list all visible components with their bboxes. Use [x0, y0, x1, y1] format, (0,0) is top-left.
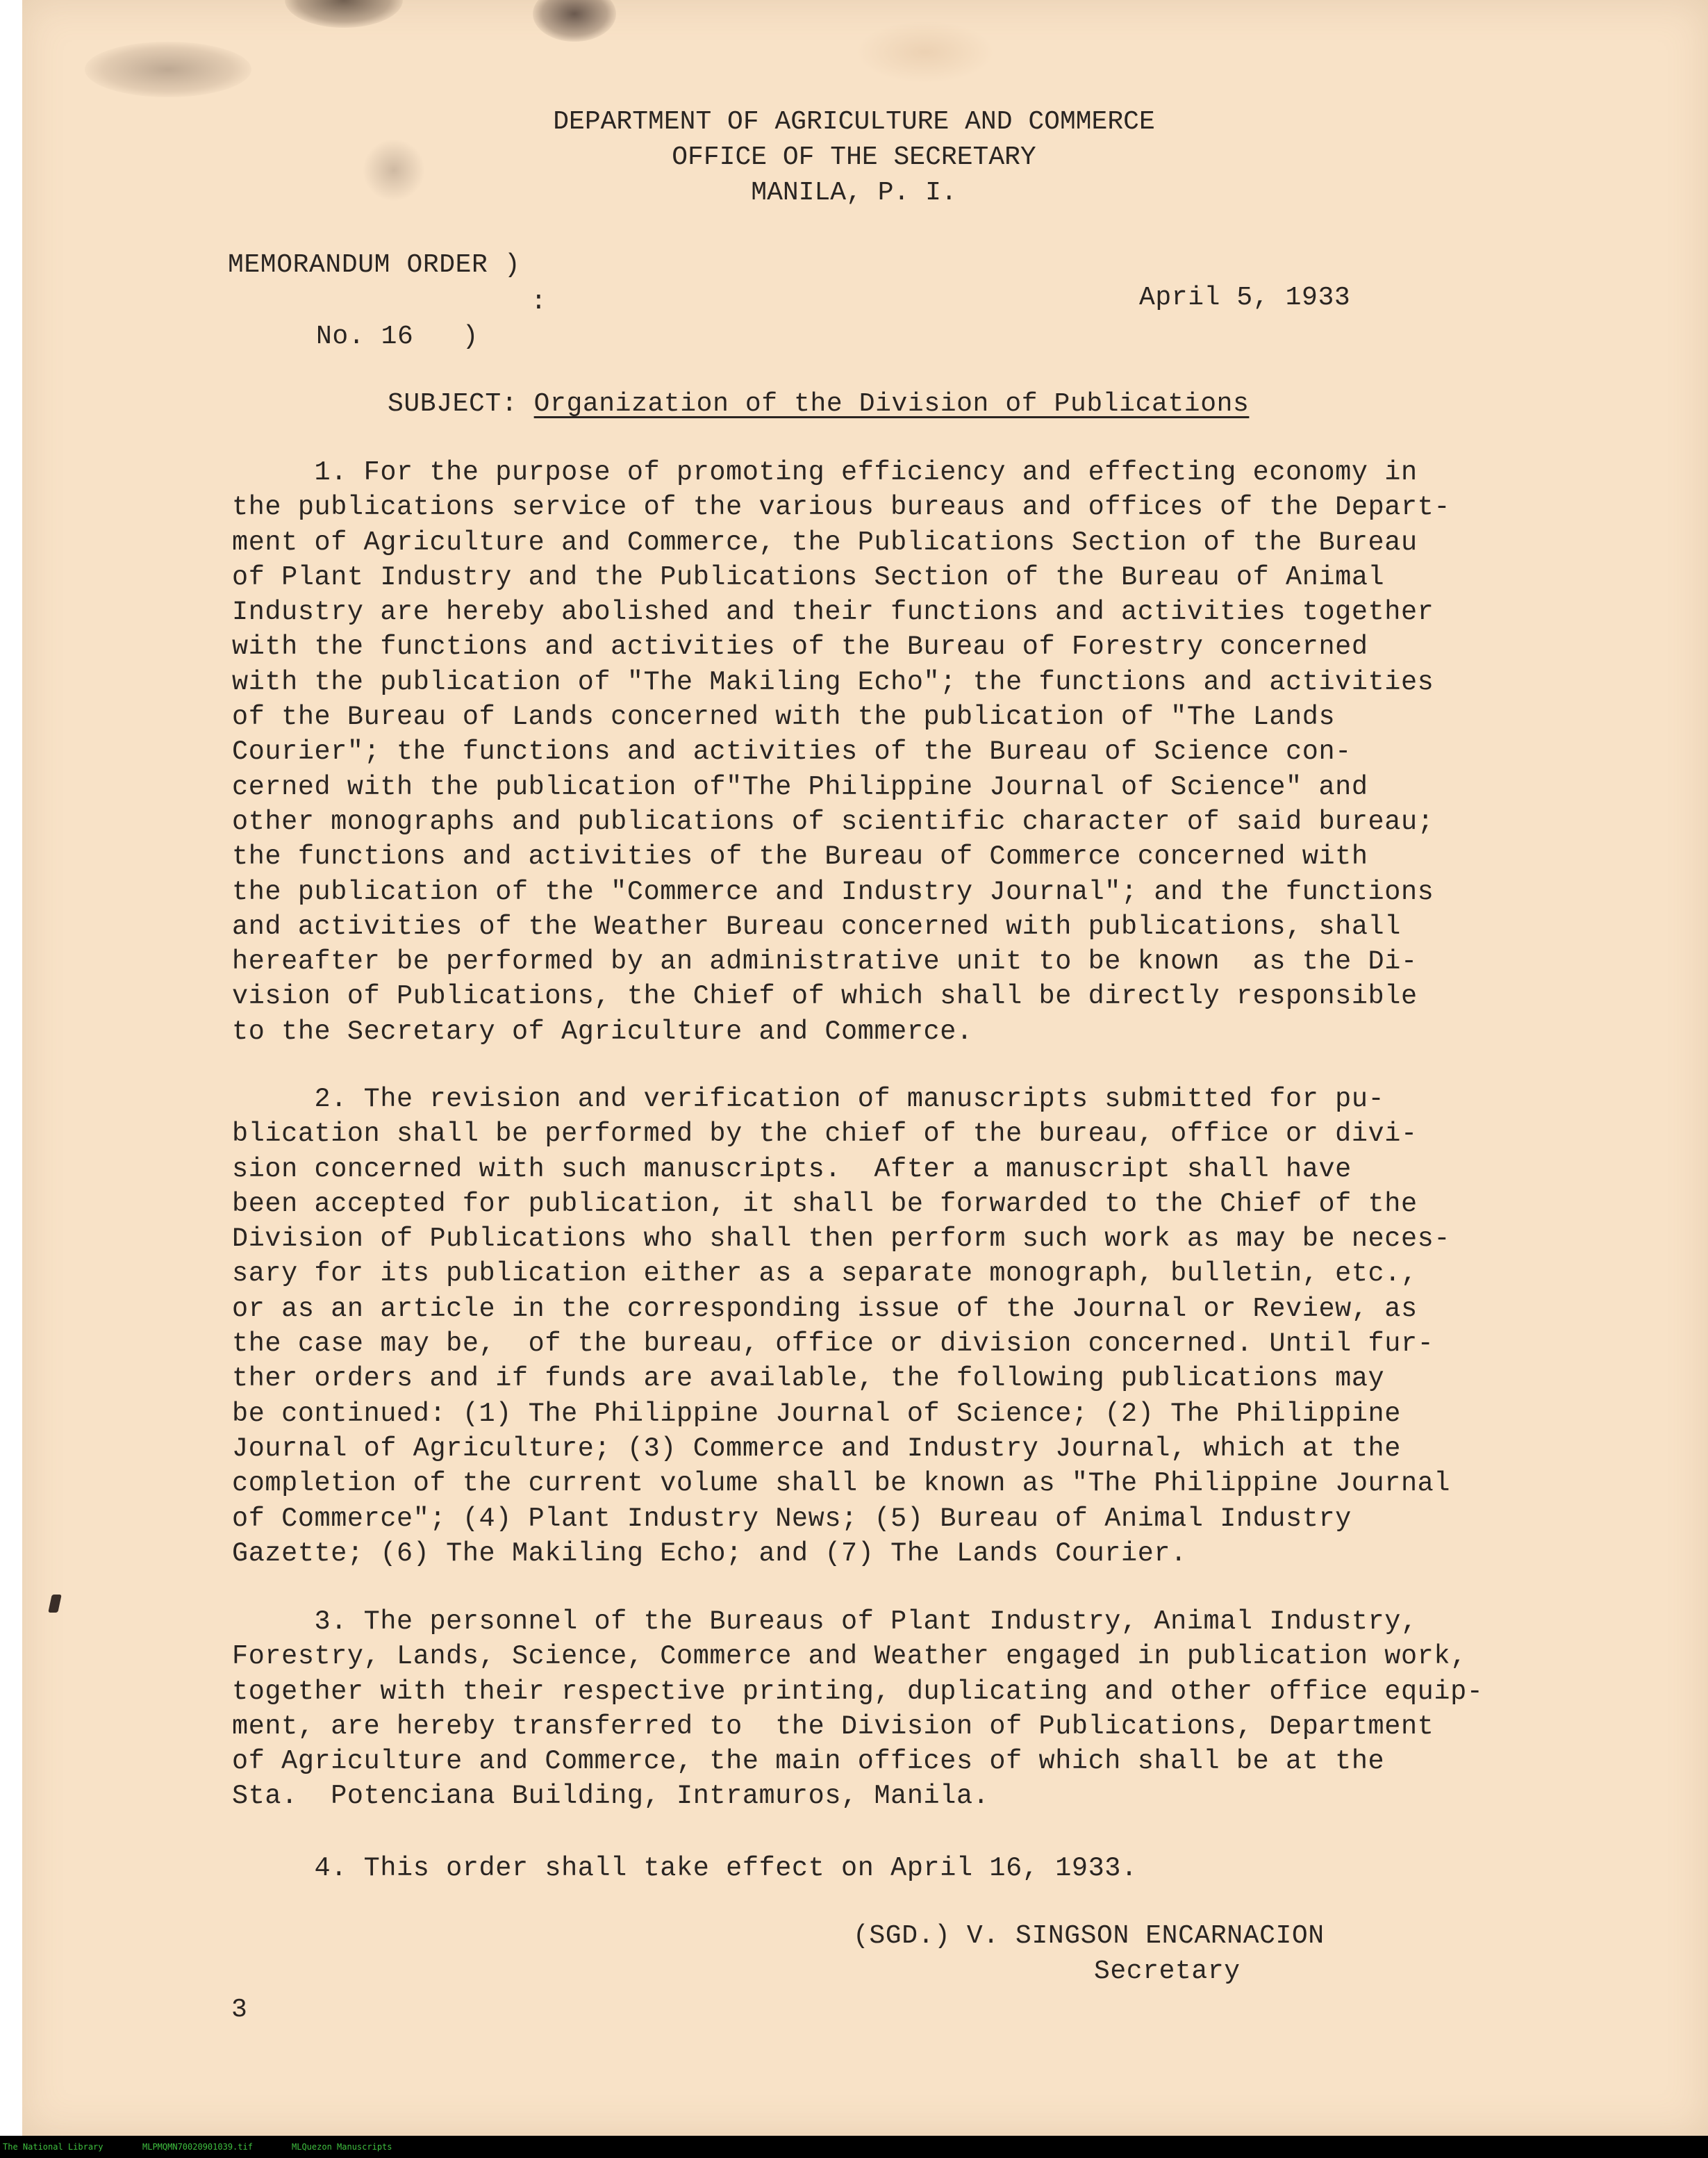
paragraph-4: 4. This order shall take effect on April 16, 1933.	[232, 1853, 1138, 1884]
footer-filename: MLPMQMN70020901039.tif	[142, 2142, 253, 2152]
smudge	[856, 21, 995, 83]
smudge	[85, 42, 251, 97]
subject-title: Organization of the Division of Publications	[533, 389, 1250, 419]
memo-colon: :	[531, 287, 547, 317]
signature-title: Secretary	[1094, 1957, 1241, 1986]
subject-label: SUBJECT:	[388, 389, 518, 419]
paragraph-2: 2. The revision and verification of manuscripts submitted for pu- blication shall be performed by the chief of the bureau, office or divi- sion concerned with such manuscripts. After a manuscript shall have been accepted for publication, it shall be forwarded to the Chief of the Division of Publications who shall then perform such work as may be neces- sary for its publication either as a separate monograph, bulletin, etc., or as an article in the corresponding issue of the Journal or Review, as the case may be, of the bureau, office or division concerned. Until fur- ther orders and if funds are available, the following publications may be continued: (1) The Philippine Journal of Science; (2) The Philippine Journal of Agriculture; (3) Commerce and Industry Journal, which at the completion of the current volume shall be known as "The Philippine Journal of Commerce"; (4) Plant Industry News; (5) Bureau of Animal Industry Gazette; (6) The Makiling Echo; and (7) The Lands Courier.	[232, 1084, 1451, 1569]
letterhead-city: MANILA, P. I.	[751, 178, 957, 208]
memo-number: No. 16 )	[316, 322, 479, 352]
paragraph-3: 3. The personnel of the Bureaus of Plant Industry, Animal Industry, Forestry, Lands, Science, Commerce and Weather engaged in publication work, together with their respective printing, duplicating and other office equip- ment, are hereby transferred to the Division of Publications, Department of Agriculture and Commerce, the main offices of which shall be at the Sta. Potenciana Building, Intramuros, Manila.	[232, 1606, 1484, 1812]
ink-stain	[533, 0, 616, 42]
footer-collection: MLQuezon Manuscripts	[292, 2142, 392, 2152]
ink-stain	[285, 0, 403, 28]
subject-line	[388, 387, 1249, 422]
signature-name: (SGD.) V. SINGSON ENCARNACION	[853, 1921, 1325, 1951]
page-number: 3	[231, 1995, 248, 2025]
letterhead-office: OFFICE OF THE SECRETARY	[672, 142, 1036, 172]
paragraph-1: 1. For the purpose of promoting efficiency and effecting economy in the publications service of the various bureaus and offices of the Depart- ment of Agriculture and Commerce, the Publications Section of the Bureau of Plant Industry and the Publications Section of the Bureau of Animal Industry are hereby abolished and their functions and activities together with the functions and activities of the Bureau of Forestry concerned with the publication of "The Makiling Echo"; the functions and activities of the Bureau of Lands concerned with the publication of "The Lands Courier"; the functions and activities of the Bureau of Science con- cerned with the publication of"The Philippine Journal of Science" and other monographs and publications of scientific character of said bureau; the functions and activities of the Bureau of Commerce concerned with the publication of the "Commerce and Industry Journal"; and the functions and activities of the Weather Bureau concerned with publications, shall hereafter be performed by an administrative unit to be known as the Di- vision of Publications, the Chief of which shall be directly responsible to the Secretary of Agriculture and Commerce.	[232, 457, 1451, 1047]
memo-date: April 5, 1933	[1139, 283, 1351, 313]
archive-footer	[0, 2136, 1708, 2158]
document-page	[22, 0, 1708, 2136]
ink-mark	[48, 1595, 62, 1613]
memo-order-label: MEMORANDUM ORDER )	[228, 250, 521, 280]
letterhead-department: DEPARTMENT OF AGRICULTURE AND COMMERCE	[553, 107, 1155, 137]
footer-library: The National Library	[3, 2142, 103, 2152]
